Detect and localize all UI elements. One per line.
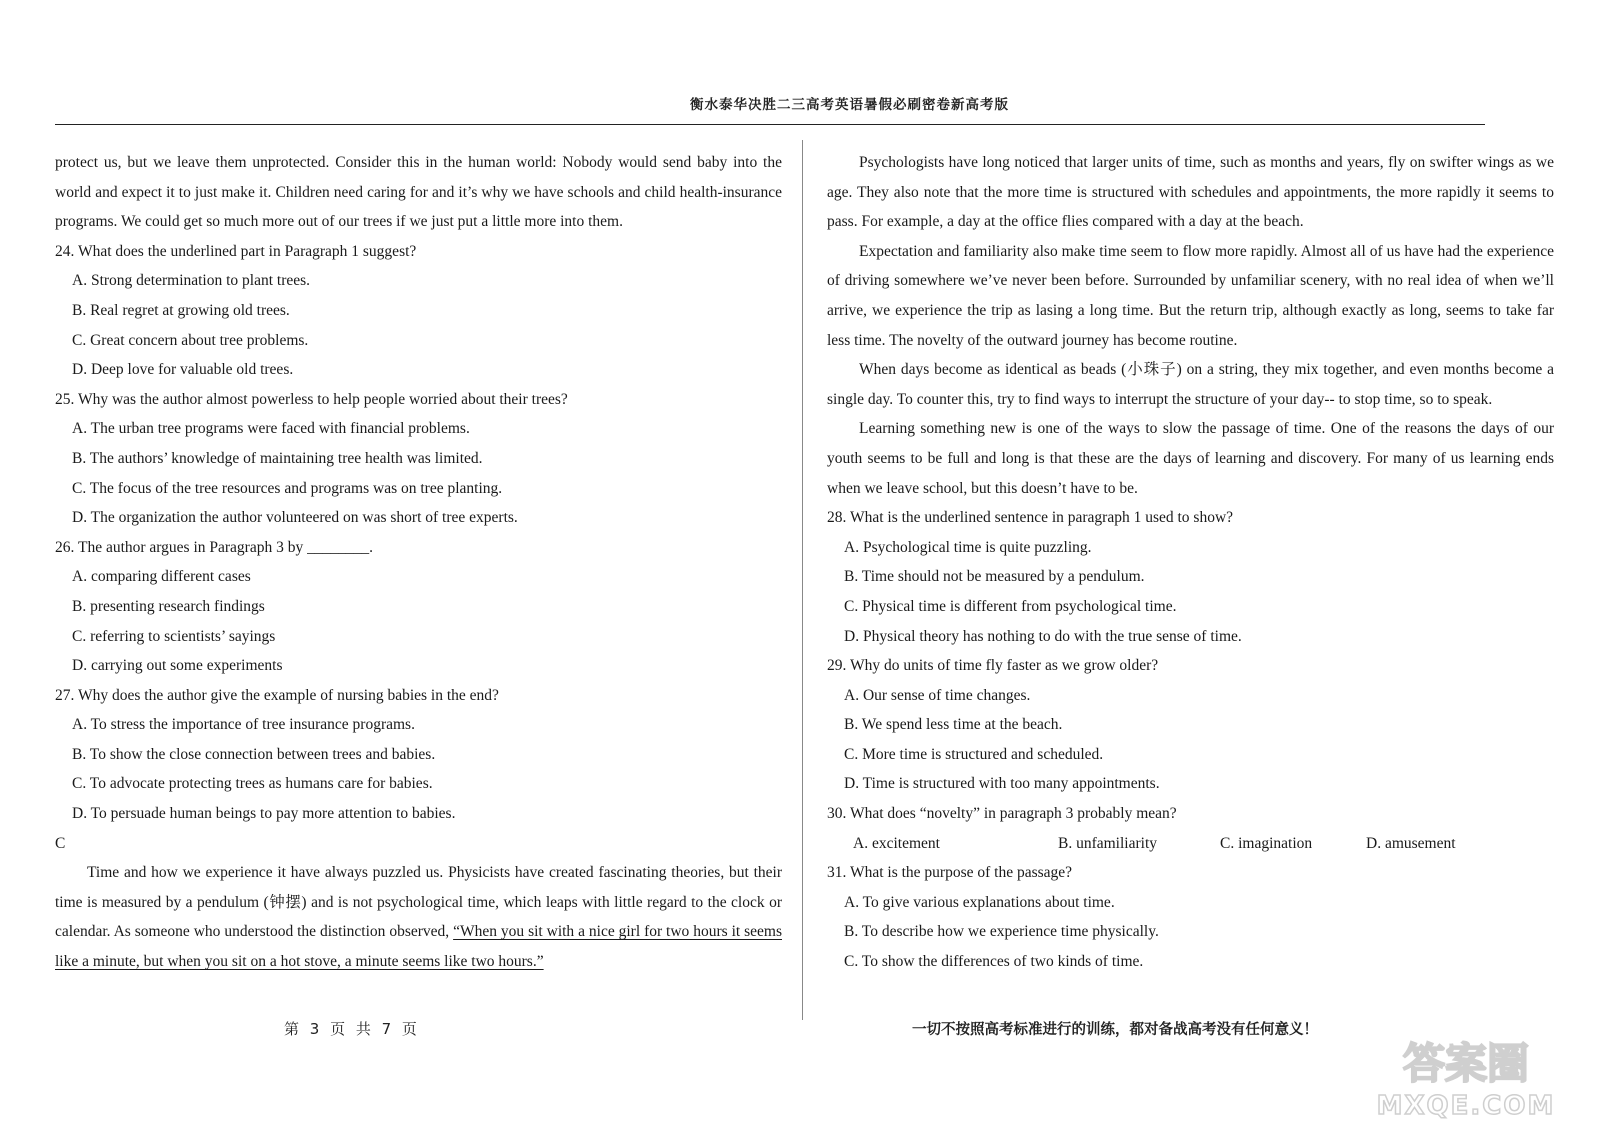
- question-25: [55, 385, 782, 533]
- option: D. The organization the author volunteered on was short of tree experts.: [72, 509, 518, 527]
- question-text: 29. Why do units of time fly faster as we grow older?: [827, 657, 1159, 675]
- option: A. Strong determination to plant trees.: [72, 272, 311, 290]
- question-24: [55, 237, 782, 385]
- column-divider: [802, 140, 803, 1020]
- question-text: 26. The author argues in Paragraph 3 by ________.: [55, 538, 373, 556]
- question-text: 25. Why was the author almost powerless to help people worried about their trees?: [55, 390, 568, 408]
- passage-c-paragraph-5: Learning something new is one of the ways to slow the passage of time. One of the reasons the days of our youth seems to be full and long is that these are the days of learning and discovery. For many of us learning ends when we leave school, but this doesn’t have to be.: [827, 420, 1554, 497]
- underlined-quote: “When you sit with a nice girl for two hours it seems like a minute, but when you sit on a hot stove, a minute seems like two hours.”: [55, 923, 782, 971]
- option: A. excitement: [853, 834, 940, 852]
- passage-c-paragraph-4: When days become as identical as beads (小珠子) on a string, they mix together, and even months become a single day. To counter this, try to find ways to interrupt the structure of your day-- to stop time, so to speak.: [827, 361, 1554, 408]
- watermark-logo: [1352, 1030, 1580, 1122]
- option: C. To show the differences of two kinds of time.: [844, 953, 1144, 971]
- option: A. comparing different cases: [72, 568, 251, 586]
- option: C. Great concern about tree problems.: [72, 331, 309, 349]
- option-row: [827, 829, 1554, 859]
- header-title: 衡水泰华决胜二三高考英语暑假必刷密卷新高考版: [690, 97, 1009, 113]
- question-27: [55, 681, 782, 829]
- option: C. The focus of the tree resources and programs was on tree planting.: [72, 479, 503, 497]
- watermark-top: 答案圈: [1402, 1039, 1530, 1088]
- option: A. Our sense of time changes.: [844, 686, 1031, 704]
- option: D. carrying out some experiments: [72, 657, 283, 675]
- option: B. Real regret at growing old trees.: [72, 301, 290, 319]
- option: D. amusement: [1366, 834, 1456, 852]
- paragraph-continuation: protect us, but we leave them unprotected. Consider this in the human world: Nobody would send baby into the world and expect it to just make it. Children need caring for and it’s why we have schools and child health-insurance programs. We could get so much more out of our trees if we just put a little more into them.: [55, 154, 782, 231]
- option: A. To give various explanations about time.: [844, 893, 1115, 911]
- option: D. Physical theory has nothing to do with the true sense of time.: [844, 627, 1242, 645]
- passage-c-paragraph-1: [55, 858, 782, 976]
- option: A. Psychological time is quite puzzling.: [844, 538, 1092, 556]
- question-text: 24. What does the underlined part in Paragraph 1 suggest?: [55, 242, 417, 260]
- option: C. Physical time is different from psychological time.: [844, 597, 1177, 615]
- option: C. referring to scientists’ sayings: [72, 627, 276, 645]
- page-number: 第 3 页 共 7 页: [284, 1020, 417, 1038]
- option: C. imagination: [1220, 834, 1313, 852]
- option: B. unfamiliarity: [1058, 834, 1158, 852]
- question-29: [827, 651, 1554, 799]
- section-label: C: [55, 834, 66, 852]
- option: B. We spend less time at the beach.: [844, 716, 1063, 734]
- option: A. The urban tree programs were faced with financial problems.: [72, 420, 470, 438]
- header-rule: [55, 124, 1485, 125]
- question-28: [827, 503, 1554, 651]
- option: D. To persuade human beings to pay more attention to babies.: [72, 805, 456, 823]
- question-31: [827, 858, 1554, 976]
- option: B. presenting research findings: [72, 597, 265, 615]
- option: B. The authors’ knowledge of maintaining tree health was limited.: [72, 449, 483, 467]
- question-text: 28. What is the underlined sentence in paragraph 1 used to show?: [827, 509, 1234, 527]
- question-30: [827, 799, 1554, 858]
- passage-c-paragraph-2: Psychologists have long noticed that larger units of time, such as months and years, fly on swifter wings as we age. They also note that the more time is structured with schedules and appointments, the more rapidly it seems to pass. For example, a day at the office flies compared with a day at the beach.: [827, 154, 1554, 231]
- passage-text: Time and how we experience it have always puzzled us. Physicists have created fascinating theories, but their time is measured by a pendulum (钟摆) and is not psychological time, which leaps with little regard to the clock or calendar. As someone who understood the distinction observed,: [55, 864, 782, 941]
- question-text: 27. Why does the author give the example of nursing babies in the end?: [55, 686, 499, 704]
- option: D. Deep love for valuable old trees.: [72, 361, 294, 379]
- passage-c-paragraph-3: Expectation and familiarity also make time seem to flow more rapidly. Almost all of us have had the experience of driving somewhere we’ve never been before. Surrounded by unfamiliar scenery, with no real idea of when we’ll arrive, we experience the trip as lasing a long time. But the return trip, although exactly as long, seems to take far less time. The novelty of the outward journey has become routine.: [827, 242, 1554, 349]
- footer-slogan: 一切不按照高考标准进行的训练，都对备战高考没有任何意义！: [912, 1022, 1318, 1038]
- option: B. Time should not be measured by a pendulum.: [844, 568, 1145, 586]
- option: D. Time is structured with too many appointments.: [844, 775, 1160, 793]
- option: B. To describe how we experience time physically.: [844, 923, 1159, 941]
- option: C. To advocate protecting trees as humans care for babies.: [72, 775, 433, 793]
- left-column: [55, 148, 782, 977]
- question-26: [55, 533, 782, 681]
- right-column: [827, 148, 1554, 977]
- question-text: 30. What does “novelty” in paragraph 3 probably mean?: [827, 805, 1177, 823]
- option: B. To show the close connection between trees and babies.: [72, 745, 436, 763]
- option: A. To stress the importance of tree insurance programs.: [72, 716, 415, 734]
- option: C. More time is structured and scheduled.: [844, 745, 1104, 763]
- watermark-bottom: MXQE.COM: [1376, 1091, 1556, 1121]
- question-text: 31. What is the purpose of the passage?: [827, 864, 1073, 882]
